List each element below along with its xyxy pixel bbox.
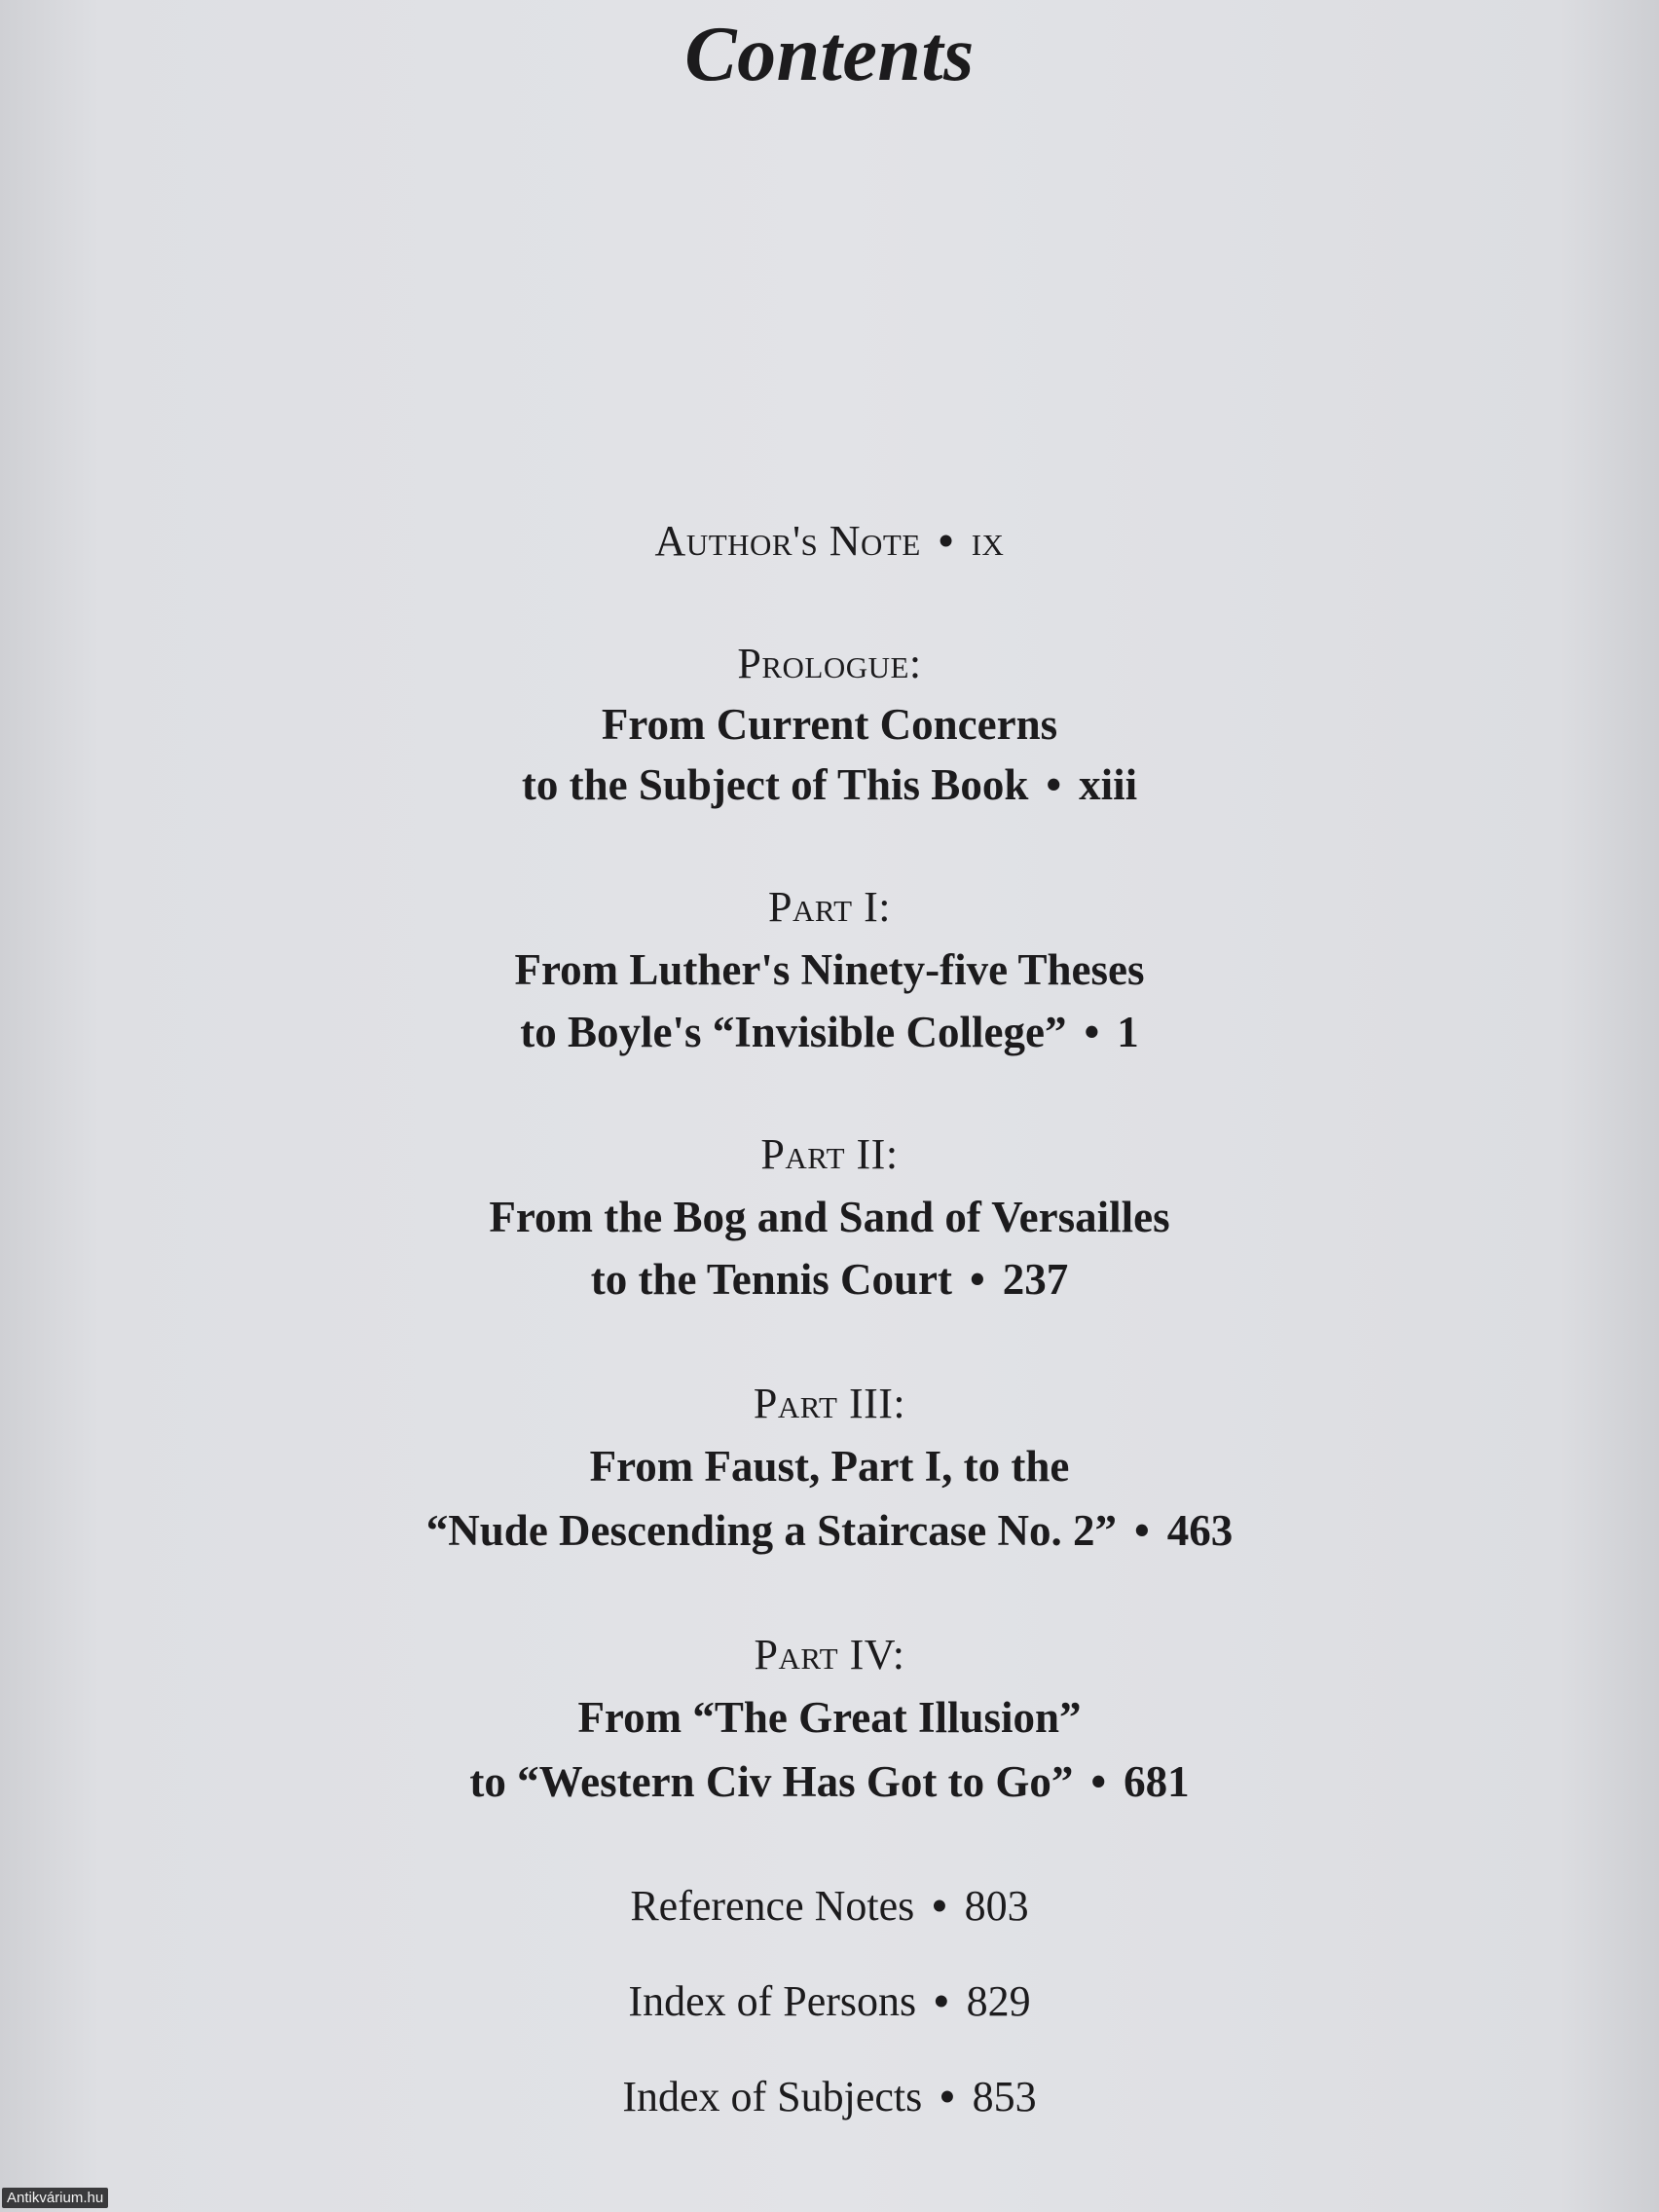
entry-label: Index of Persons xyxy=(628,1977,917,2025)
entry-page: 853 xyxy=(972,2073,1037,2120)
part-2-title-line-1[interactable]: From the Bog and Sand of Versailles xyxy=(489,1193,1170,1241)
prologue-title-line-1[interactable]: From Current Concerns xyxy=(601,700,1058,749)
prologue-label: Prologue: xyxy=(737,640,922,687)
toc-entry-part-4[interactable] xyxy=(0,1754,1659,1809)
separator-dot: • xyxy=(938,517,954,565)
page-title: Contents xyxy=(684,12,975,97)
separator-dot: • xyxy=(1090,1757,1107,1806)
entry-page: 237 xyxy=(1002,1255,1069,1304)
entry-label: Index of Subjects xyxy=(622,2073,923,2120)
separator-dot: • xyxy=(1084,1008,1100,1056)
entry-page: 829 xyxy=(966,1977,1031,2025)
watermark: Antikvárium.hu xyxy=(2,2188,108,2208)
part-1-title-line-1[interactable]: From Luther's Ninety-five Theses xyxy=(514,945,1145,994)
entry-page: 463 xyxy=(1166,1506,1234,1555)
separator-dot: • xyxy=(934,1977,949,2025)
part-2-label: Part II: xyxy=(760,1130,899,1178)
separator-dot: • xyxy=(932,1882,947,1930)
toc-entry-part-1[interactable] xyxy=(0,1005,1659,1059)
part-3-title-line-1[interactable]: From Faust, Part I, to the xyxy=(589,1442,1070,1491)
separator-dot: • xyxy=(970,1255,985,1304)
part-3-label: Part III: xyxy=(753,1380,906,1427)
separator-dot: • xyxy=(1046,760,1062,809)
part-4-label: Part IV: xyxy=(754,1631,905,1678)
entry-label: Reference Notes xyxy=(630,1882,915,1930)
part-4-title-line-1[interactable]: From “The Great Illusion” xyxy=(577,1693,1082,1742)
entry-label: Author's Note xyxy=(654,517,921,565)
prologue-title-line-2: to the Subject of This Book xyxy=(521,760,1029,809)
toc-entry-prologue[interactable] xyxy=(0,757,1659,812)
entry-page: 1 xyxy=(1117,1008,1139,1056)
toc-entry-part-2[interactable] xyxy=(0,1252,1659,1307)
part-1-title-line-2: to Boyle's “Invisible College” xyxy=(520,1008,1067,1056)
separator-dot: • xyxy=(1133,1506,1150,1555)
part-3-title-line-2: “Nude Descending a Staircase No. 2” xyxy=(425,1506,1117,1555)
toc-entry-reference-notes[interactable] xyxy=(0,1881,1659,1932)
part-1-label: Part I: xyxy=(768,883,891,931)
separator-dot: • xyxy=(940,2073,955,2120)
toc-entry-index-persons[interactable] xyxy=(0,1976,1659,2027)
part-2-title-line-2: to the Tennis Court xyxy=(590,1255,953,1304)
entry-page: 803 xyxy=(964,1882,1029,1930)
entry-page: 681 xyxy=(1124,1757,1190,1806)
part-4-title-line-2: to “Western Civ Has Got to Go” xyxy=(469,1757,1074,1806)
toc-entry-part-3[interactable] xyxy=(0,1503,1659,1558)
toc-entry-authors-note[interactable] xyxy=(0,516,1659,567)
entry-page: ix xyxy=(971,517,1005,565)
entry-page: xiii xyxy=(1079,760,1138,809)
toc-entry-index-subjects[interactable] xyxy=(0,2072,1659,2122)
